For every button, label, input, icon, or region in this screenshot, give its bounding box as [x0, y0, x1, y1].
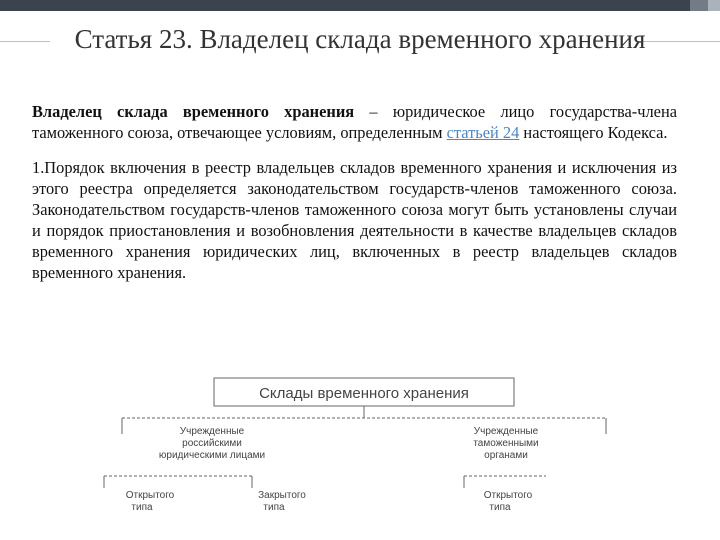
warehouse-types-diagram	[0, 374, 720, 540]
root-label: Склады временного хранения	[259, 385, 469, 402]
leaf-closed-line-2: типа	[263, 502, 285, 513]
leaf-open-2-line-2: типа	[489, 502, 511, 513]
top-bar-mid-segment	[690, 0, 708, 11]
right-branch-line-3: органами	[484, 450, 528, 461]
leaf-open-line-1: Открытого	[125, 490, 175, 501]
leaf-open-2-line-1: Открытого	[483, 490, 533, 501]
left-branch-line-3: юридическими лицами	[158, 450, 266, 461]
slide-body	[32, 101, 677, 283]
leaf-closed-line-1: Закрытого	[258, 490, 306, 501]
leaf-open-line-2: типа	[131, 502, 153, 513]
left-branch-line-2: российскими	[182, 438, 242, 449]
slide-title: Статья 23. Владелец склада временного хранения	[74, 24, 646, 54]
article-24-link[interactable]: статьей 24	[446, 123, 520, 142]
right-branch-line-2: таможенными	[473, 438, 539, 449]
definition-text-end: настоящего Кодекса.	[519, 123, 668, 142]
defined-term: Владелец склада временного хранения	[32, 102, 355, 121]
left-branch-line-1: Учрежденные	[179, 426, 245, 437]
definition-text: – юридическое лицо государства-члена таможенного союза, отвечающее условиям, определенным	[32, 102, 678, 142]
top-accent-bar	[0, 0, 720, 11]
title-rule-left	[0, 41, 50, 42]
paragraph-1: 1.Порядок включения в реестр владельцев складов временного хранения и исключения из этого реестра определяется законодательством государств-членов таможенного союза. Законодательством государств-членов таможенного союза могут быть установлены случаи и порядок приостановления и возобновления деятельности в качестве владельцев складов временного хранения юридических лиц, включенных в реестр владельцев складов временного хранения.	[32, 158, 677, 282]
definition-paragraph	[32, 101, 677, 143]
right-branch-line-1: Учрежденные	[473, 426, 539, 437]
top-bar-light-segment	[708, 0, 720, 11]
top-bar-dark-segment	[0, 0, 690, 11]
